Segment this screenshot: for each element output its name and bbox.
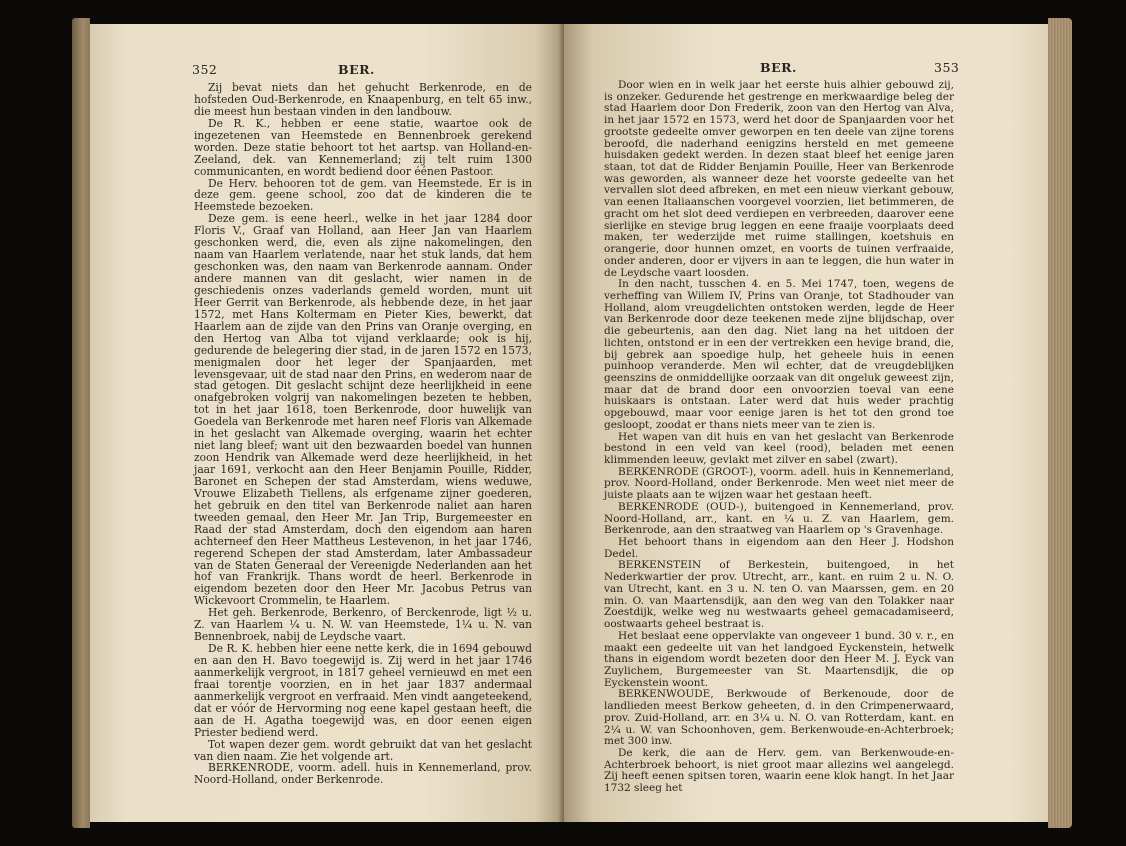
page-number-right: 353 — [934, 60, 960, 75]
right-paragraph: Het wapen van dit huis en van het geslacht van Berkenrode bestond in een veld van keel (rood), beladen met eenen klimmenden leeuw, gevlakt met zilver en sabel (zwart). — [604, 430, 954, 466]
book-edge-right — [1048, 18, 1072, 828]
right-paragraph: BERKENSTEIN of Berkestein, buitengoed, in het Nederkwartier der prov. Utrecht, arr., kant. en ruim 2 u. N. O. van Utrecht, kant. en 3 u. N. ten O. van Maarssen, gem. en 20 min. O. van Maartensdijk, aan den weg van den Tolakker naar Zoestdijk, welke weg nu westwaarts geheel gemacadamiseerd, oostwaarts geheel bestraat is. — [604, 559, 954, 631]
page-number-left: 352 — [192, 62, 218, 77]
left-paragraph: De Herv. behooren tot de gem. van Heemstede. Er is in deze gem. geene school, zoo dat de kinderen die te Heemstede bezoeken. — [194, 176, 532, 214]
right-paragraph: BERKENRODE (GROOT-), voorm. adell. huis in Kennemerland, prov. Noord-Holland, onder Berkenrode. Men weet niet meer de juiste plaats aan te wijzen waar het gestaan heeft. — [604, 465, 954, 502]
right-paragraph: De kerk, die aan de Herv. gem. van Berkenwoude-en-Achterbroek behoort, is niet groot maar allezins wel aangelegd. Zij heeft eenen spitsen toren, waarin eene klok hangt. In het Jaar 1732 sleeg het — [604, 746, 954, 795]
left-paragraph: Zij bevat niets dan het gehucht Berkenrode, en de hofsteden Oud-Berkenrode, en Knaapenburg, en telt 65 inw., die meest hun bestaan vinden in den landbouw. — [194, 81, 532, 118]
running-head-right: BER. — [760, 60, 797, 75]
right-paragraph: BERKENRODE (OUD-), buitengoed in Kennemerland, prov. Noord-Holland, arr., kant. en ¼ u. Z. van Haarlem, gem. Berkenrode, aan den straatweg van Haarlem op 's Gravenhage. — [604, 500, 954, 537]
left-paragraph: Tot wapen dezer gem. wordt gebruikt dat van het geslacht van dien naam. Zie het volgende art. — [194, 737, 532, 763]
left-page — [90, 24, 564, 822]
left-paragraph: Het geh. Berkenrode, Berkenro, of Berckenrode, ligt ½ u. Z. van Haarlem ¼ u. N. W. van Heemstede, 1¼ u. N. van Bennenbroek, nabij de Leydsche vaart. — [194, 606, 532, 644]
right-paragraph: In den nacht, tusschen 4. en 5. Mei 1747, toen, wegens de verheffing van Willem IV, Prins van Oranje, tot Stadhouder van Holland, alom vreugdelichten ontstoken werden, legde de Heer van Berkenrode door deze teekenen mede zijne blijdschap, over die gebeurtenis, aan den dag. Niet lang na het uitdoen der lichten, ontstond er in een der vertrekken een hevige brand, die, bij gebrek aan spoedige hulp, het geheele huis in eenen puinhoop veranderde. Men wil echter, dat de vreugdeblijken geenszins de onmiddellijke oorzaak van dit ongeluk geweest zijn, maar dat de brand door een onvoorzien toeval van eene huiskaars is ontstaan. Later werd dat huis weder prachtig opgebouwd, maar voor eenige jaren is het tot den grond toe gesloopt, zoodat er thans niets meer van te zien is. — [604, 278, 954, 431]
open-book — [72, 18, 1072, 828]
right-page — [564, 24, 1048, 822]
left-paragraph: De R. K., hebben er eene statie, waartoe ook de ingezetenen van Heemstede en Bennenbroek gerekend worden. Deze statie behoort tot het aartsp. van Holland-en-Zeeland, dek. van Kennemerland; zij telt ruim 1300 communicanten, en wordt bediend door éénen Pastoor. — [194, 116, 532, 178]
running-head-left: BER. — [338, 62, 375, 77]
right-paragraph: Het behoort thans in eigendom aan den Heer J. Hodshon Dedel. — [604, 536, 954, 560]
left-paragraph: Deze gem. is eene heerl., welke in het jaar 1284 door Floris V., Graaf van Holland, aan Heer Jan van Haarlem geschonken werd, die, even als zijne nakomelingen, den naam van Haarlem verlatende, naar het stuk lands, dat hem geschonken was, den naam van Berkenrode aannam. Onder andere mannen van dit geslacht, wier namen in de geschiedenis onzes vaderlands gemeld worden, munt uit Heer Gerrit van Berkenrode, als hebbende deze, in het jaar 1572, met Hans Koltermam en Pieter Kies, bewerkt, dat Haarlem aan de zijde van den Prins van Oranje overging, en den Hertog van Alba tot vijand verklaarde; ook is hij, gedurende de belegering dier stad, in de jaren 1572 en 1573, menigmalen door het leger der Spanjaarden, met levensgevaar, uit de stad naar den Prins, en wederom naar de stad getogen. Dit geslacht schijnt deze heerlijkheid in eene onafgebroken volgrij van nakomelingen bezeten te hebben, tot in het jaar 1618, toen Berkenrode, door huwelijk van Goedela van Berkenrode met haren neef Floris van Alkemade in het geslacht van Alkemade overging, waarin het echter niet lang bleef; want uit den bezwaarden boedel van hunnen zoon Hendrik van Alkemade werd deze heerlijkheid, in het jaar 1691, verkocht aan den Heer Benjamin Pouille, Ridder, Baronet en Schepen der stad Amsterdam, wiens weduwe, Vrouwe Elizabeth Tiellens, als erfgename zijner goederen, het gebruik en den titel van Berkenrode naliet aan haren tweeden gemaal, den Heer Mr. Jan Trip, Burgemeester en Raad der stad Amsterdam, doch den eigendom aan haren achterneef den Heer Mattheus Lestevenon, in het jaar 1746, regerend Schepen der stad Amsterdam, later Ambassadeur van de Staten Generaal der Vereenigde Nederlanden aan het hof van Frankrijk. Thans wordt de heerl. Berkenrode in eigendom bezeten door den Heer Mr. Jacobus Petrus van Wickevoort Crommelin, te Haarlem. — [194, 212, 532, 608]
left-paragraph: De R. K. hebben hier eene nette kerk, die in 1694 gebouwd en aan den H. Bavo toegewijd is. Zij werd in het jaar 1746 aanmerkelijk vergroot, in 1817 geheel vernieuwd en met een fraai torentje voorzien, en in het jaar 1837 andermaal aanmerkelijk vergroot en verfraaid. Men vindt aangeteekend, dat er vóór de Hervorming nog eene kapel gestaan heeft, die aan de H. Agatha toegewijd was, en door eenen eigen Priester bediend werd. — [194, 642, 532, 739]
left-paragraph: BERKENRODE, voorm. adell. huis in Kennemerland, prov. Noord-Holland, onder Berkenrode. — [194, 761, 532, 787]
right-paragraph: Het beslaat eene oppervlakte van ongeveer 1 bund. 30 v. r., en maakt een gedeelte uit van het landgoed Eyckenstein, hetwelk thans in eigendom wordt bezeten door den Heer M. J. Eyck van Zuylichem, Burgemeester van St. Maartensdijk, die op Eyckenstein woont. — [604, 629, 954, 689]
right-page-text — [604, 80, 954, 795]
left-page-text — [194, 82, 532, 786]
book-edge-left — [72, 18, 90, 828]
right-paragraph: Door wien en in welk jaar het eerste huis alhier gebouwd zij, is onzeker. Gedurende het gestrenge en merkwaardige beleg der stad Haarlem door Don Frederik, zoon van den Hertog van Alva, in het jaar 1572 en 1573, werd het door de Spanjaarden voor het grootste gedeelte omver geworpen en ten deele van zijne torens beroofd, die naderhand eenigzins hersteld en met gemeene huisdaken gedekt werden. In dezen staat bleef het eenige jaren staan, tot dat de Ridder Benjamin Pouille, Heer van Berkenrode was geworden, als wanneer deze het voorste gedeelte van het vervallen slot deed afbreken, en met een nieuw vierkant gebouw, van eenen Italiaanschen voorgevel voorzien, liet betimmeren, de gracht om het slot deed verdiepen en verbreeden, daarover eene sierlijke en stevige brug leggen en eene fraaije voorplaats deed maken, ter wederzijde met ruime stallingen, koetshuis en orangerie, door hunnen omzet, en voorts de tuinen verfraaide, onder anderen, door er vijvers in aan te leggen, die hun water in de Leydsche vaart loosden. — [604, 79, 954, 279]
right-paragraph: BERKENWOUDE, Berkwoude of Berkenoude, door de landlieden meest Berkow geheeten, d. in den Crimpenerwaard, prov. Zuid-Holland, arr. en 3¼ u. N. O. van Rotterdam, kant. en 2¼ u. W. van Schoonhoven, gem. Berkenwoude-en-Achterbroek; met 300 inw. — [604, 688, 954, 748]
